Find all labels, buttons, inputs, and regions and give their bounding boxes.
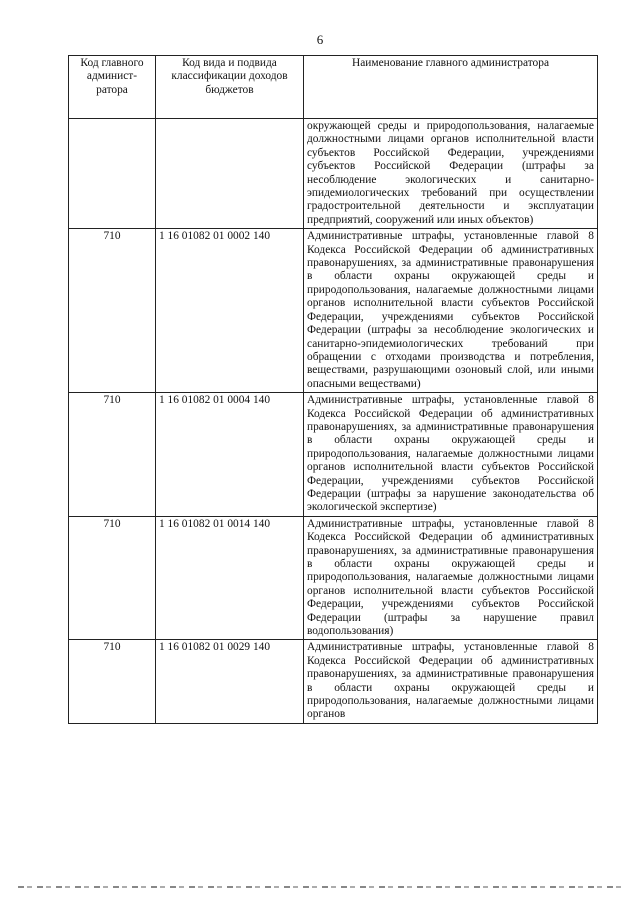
cell-administrator-code xyxy=(69,119,156,229)
cell-administrator-name: Административные штрафы, установленные главой 8 Кодекса Российской Федерации об административных правонарушениях, за административные правонарушения в области охраны окружающей среды и природопользования, налагаемые должностными лицами органов xyxy=(304,640,598,723)
administrator-table xyxy=(68,55,598,724)
cell-administrator-code: 710 xyxy=(69,229,156,393)
cell-administrator-name: окружающей среды и природопользования, налагаемые должностными лицами органов исполнительной власти субъектов Российской Федерации, учреждениями субъектов Российской Федерации (штрафы за несоблюдение экологических и санитарно-эпидемиологических требований при осуществлении градостроительной деятельности и эксплуатации предприятий, сооружений или иных объектов) xyxy=(304,119,598,229)
cell-administrator-name: Административные штрафы, установленные главой 8 Кодекса Российской Федерации об административных правонарушениях, за административные правонарушения в области охраны окружающей среды и природопользования, налагаемые должностными лицами органов исполнительной власти субъектов Российской Федерации, учреждениями субъектов Российской Федерации (штрафы за нарушение правил водопользования) xyxy=(304,516,598,640)
header-administrator-name: Наименование главного администратора xyxy=(304,56,598,119)
table-row xyxy=(69,393,598,517)
table-header xyxy=(69,56,598,119)
cell-classification-code xyxy=(156,119,304,229)
page-number: 6 xyxy=(316,32,324,47)
header-administrator-code: Код главного админист-ратора xyxy=(69,56,156,119)
header-classification-code: Код вида и подвида классификации доходов бюджетов xyxy=(156,56,304,119)
cell-administrator-code: 710 xyxy=(69,393,156,517)
cell-classification-code: 1 16 01082 01 0014 140 xyxy=(156,516,304,640)
cell-administrator-name: Административные штрафы, установленные главой 8 Кодекса Российской Федерации об административных правонарушениях, за административные правонарушения в области охраны окружающей среды и природопользования, налагаемые должностными лицами органов исполнительной власти субъектов Российской Федерации, учреждениями субъектов Российской Федерации (штрафы за нарушение законодательства об экологической экспертизе) xyxy=(304,393,598,517)
scan-artifact-line xyxy=(18,886,622,888)
cell-classification-code: 1 16 01082 01 0002 140 xyxy=(156,229,304,393)
table-row xyxy=(69,119,598,229)
cell-administrator-code: 710 xyxy=(69,640,156,723)
header-row xyxy=(69,56,598,119)
table-row xyxy=(69,640,598,723)
cell-classification-code: 1 16 01082 01 0029 140 xyxy=(156,640,304,723)
cell-administrator-name: Административные штрафы, установленные главой 8 Кодекса Российской Федерации об административных правонарушениях, за административные правонарушения в области охраны окружающей среды и природопользования, налагаемые должностными лицами органов исполнительной власти субъектов Российской Федерации, учреждениями субъектов Российской Федерации (штрафы за несоблюдение экологических и санитарно-эпидемиологических требований при обращении с отходами производства и потребления, веществами, разрушающими озоновый слой, или иными опасными веществами) xyxy=(304,229,598,393)
table-row xyxy=(69,516,598,640)
cell-administrator-code: 710 xyxy=(69,516,156,640)
table-row xyxy=(69,229,598,393)
cell-classification-code: 1 16 01082 01 0004 140 xyxy=(156,393,304,517)
table-body xyxy=(69,119,598,724)
